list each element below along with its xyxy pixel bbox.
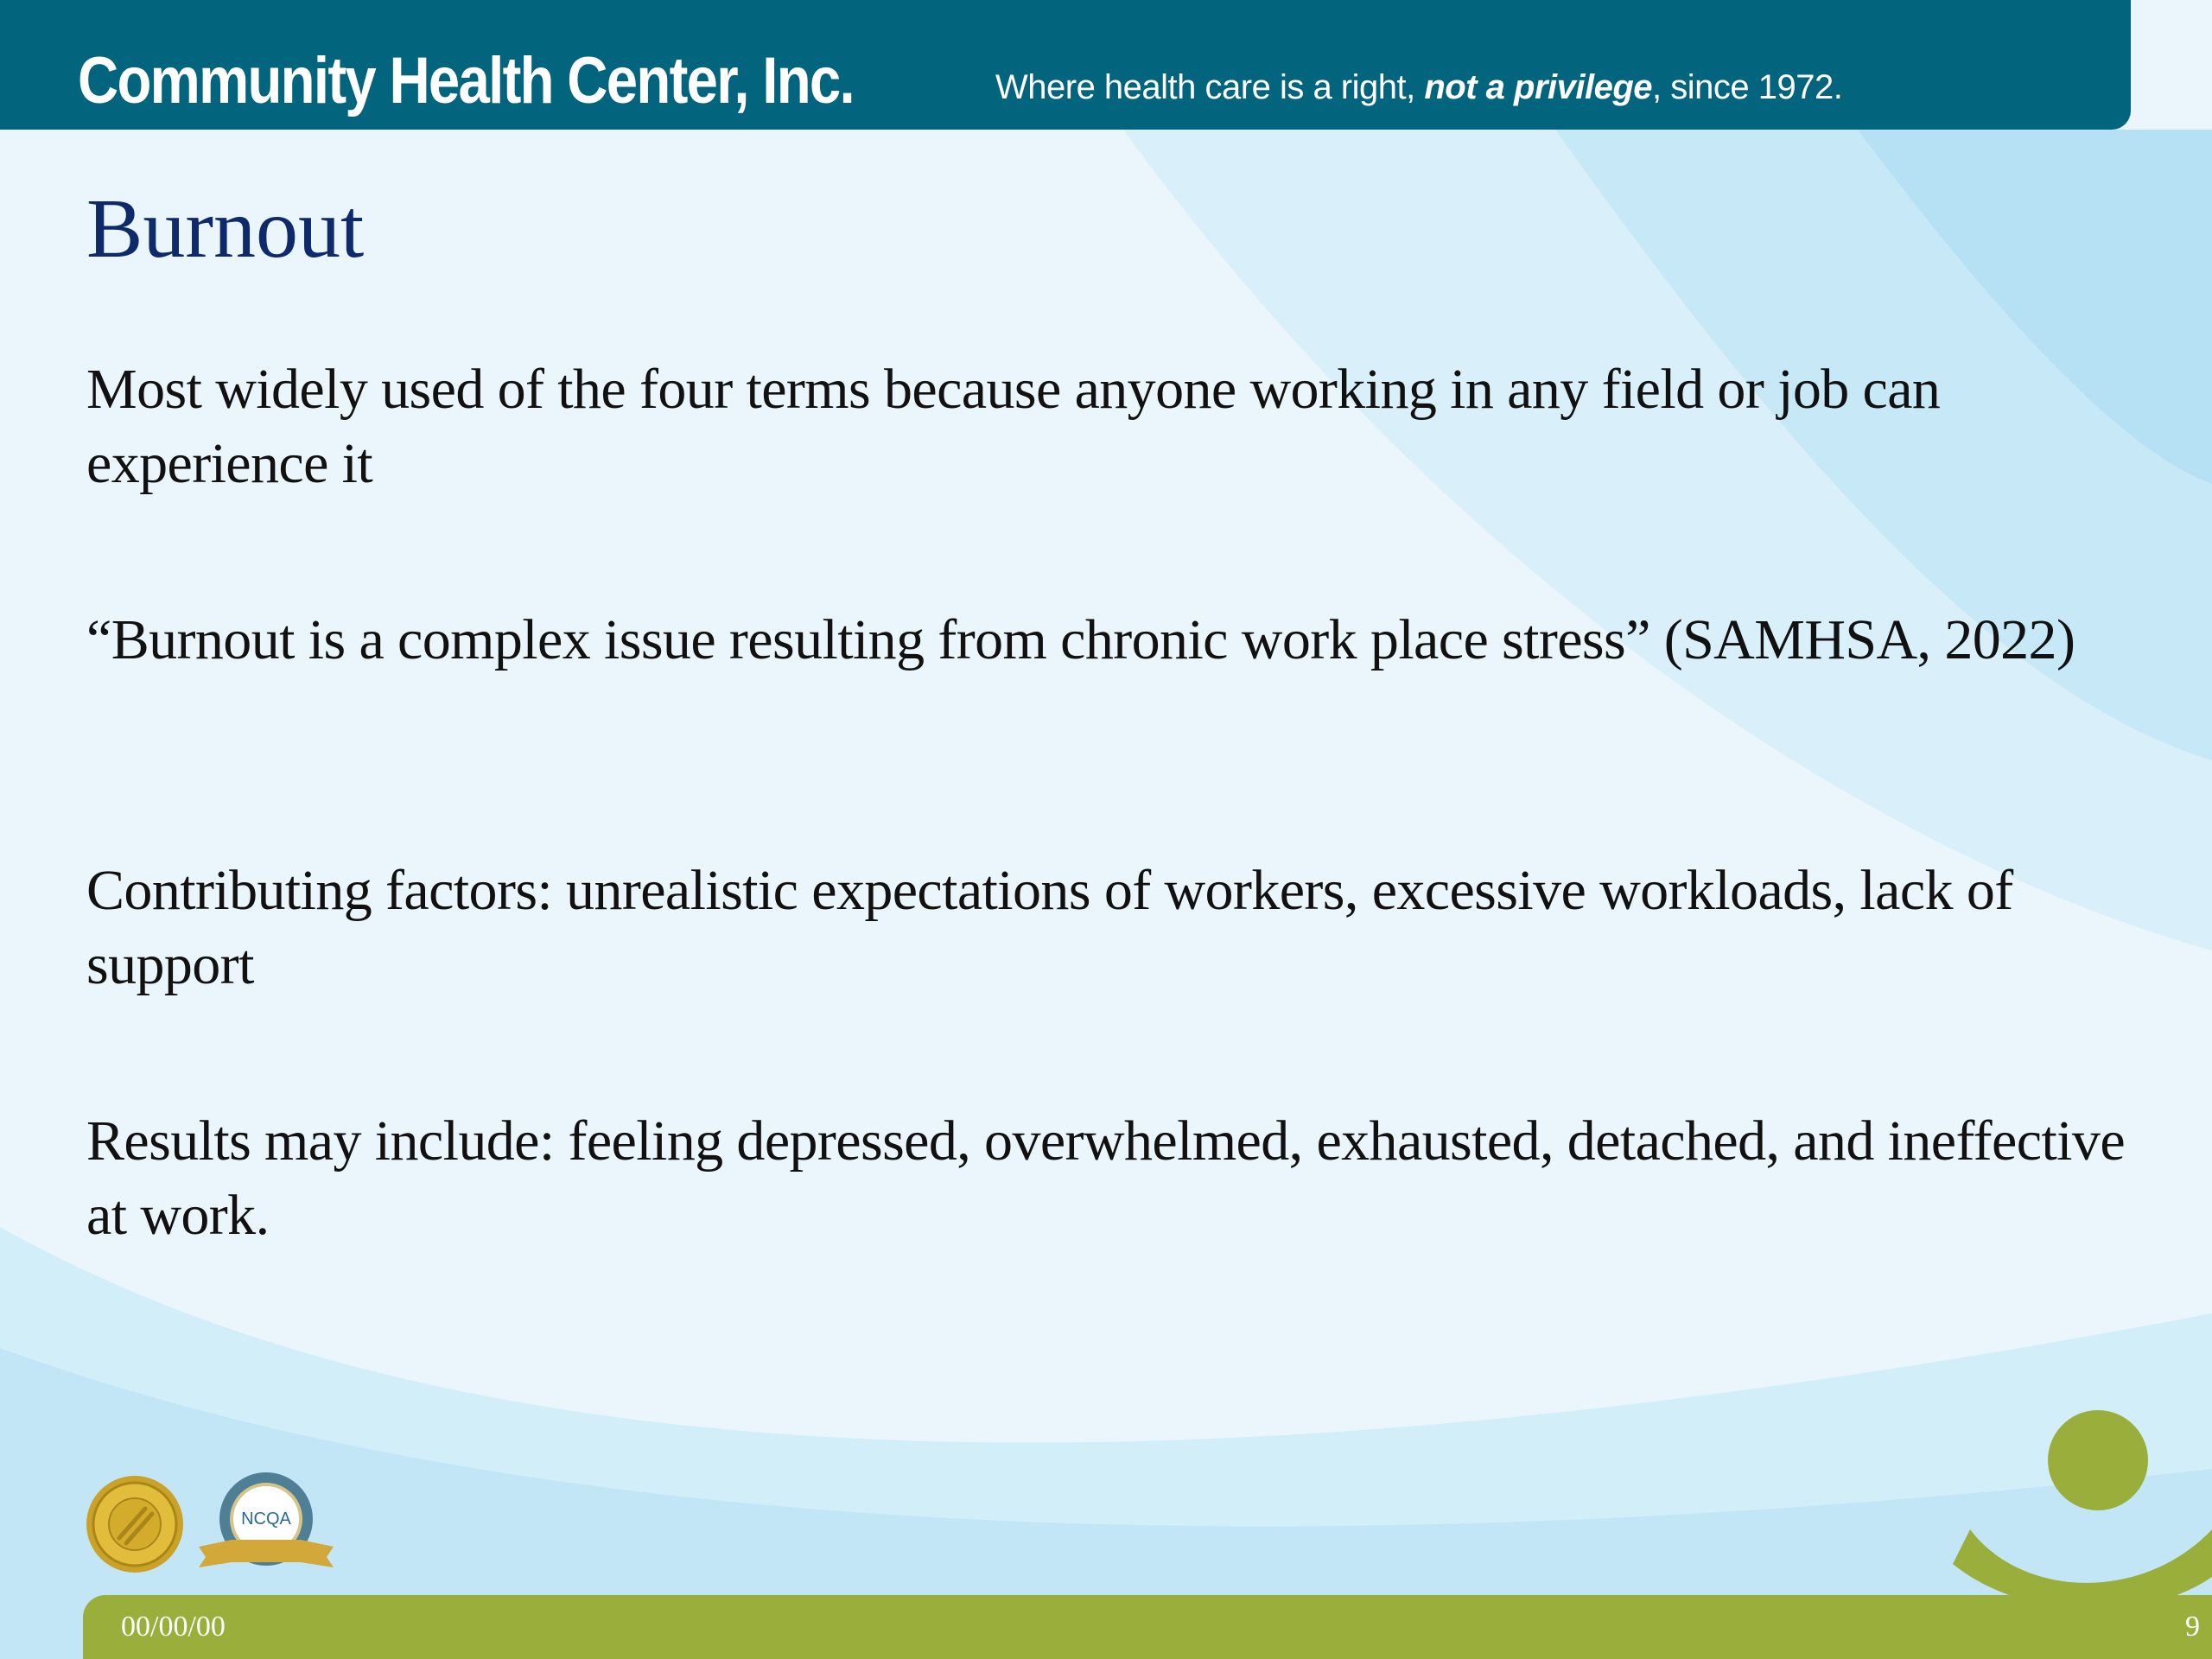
header-bar <box>0 0 2131 130</box>
joint-commission-seal-icon <box>85 1474 185 1574</box>
mascot-figure-icon <box>1953 1400 2212 1607</box>
footer-date: 00/00/00 <box>121 1611 226 1643</box>
org-name: Community Health Center, Inc. <box>78 44 855 118</box>
svg-text:NCQA: NCQA <box>241 1510 291 1529</box>
footer-bar <box>83 1595 2212 1659</box>
tagline-start: Where health care is a right, <box>995 68 1425 106</box>
page-number: 9 <box>2185 1611 2200 1643</box>
tagline <box>995 68 1842 107</box>
tagline-emphasis: not a privilege <box>1424 68 1653 106</box>
tagline-end: , since 1972. <box>1652 68 1843 106</box>
paragraph-factors: Contributing factors: unrealistic expectations of workers, excessive workloads, lack of support <box>86 859 2013 996</box>
paragraph-results: Results may include: feeling depressed, overwhelmed, exhausted, detached, and ineffective at work. <box>86 1109 2126 1247</box>
paragraph-usage: Most widely used of the four terms because anyone working in any field or job can experience it <box>86 358 1941 495</box>
paragraph-definition: “Burnout is a complex issue resulting from chronic work place stress” (SAMHSA, 2022) <box>86 608 2075 671</box>
slide-title: Burnout <box>86 182 365 276</box>
ncqa-badge-icon <box>197 1471 335 1578</box>
brand <box>78 28 1843 118</box>
